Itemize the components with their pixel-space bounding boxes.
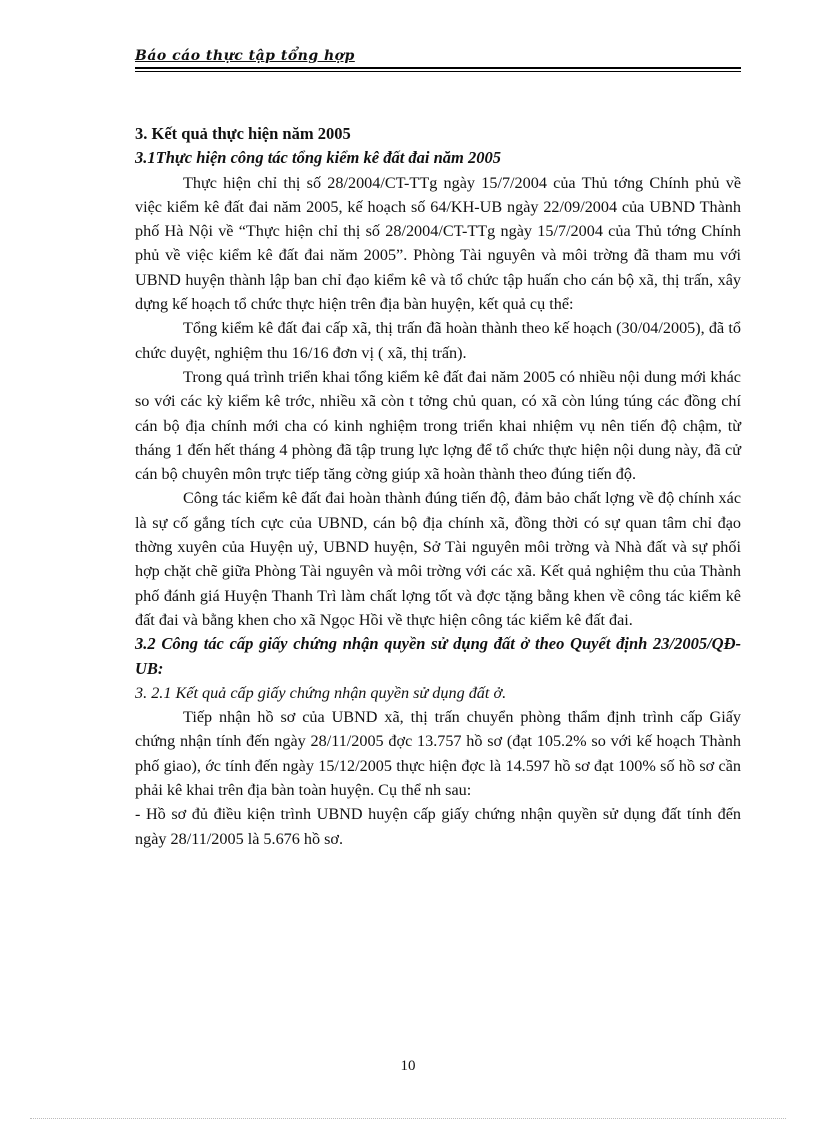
page-header	[135, 47, 741, 65]
page-bottom-border	[30, 1118, 786, 1119]
section-3-1-heading: 3.1Thực hiện công tác tổng kiểm kê đất đai năm 2005	[135, 148, 502, 168]
header-rule-thick	[135, 67, 741, 69]
paragraph-2: Tổng kiểm kê đất đai cấp xã, thị trấn đã hoàn thành theo kế hoạch (30/04/2005), đã tổ chức duyệt, nghiệm thu 16/16 đơn vị ( xã, thị trấn).	[135, 319, 741, 362]
paragraph-3: Trong quá trình triển khai tổng kiểm kê đất đai năm 2005 có nhiều nội dung mới khác so với các kỳ kiểm kê trớc, nhiều xã còn t tởng chủ quan, có xã còn lúng túng các đồng chí cán bộ địa chính mới cha có kinh nghiệm trong triển khai nhiệm vụ nên tiến độ chậm, từ tháng 1 đến hết tháng 4 phòng đã tập trung lực lợng để tổ chức thực hiện nội dung này, đã cử cán bộ chuyên môn trực tiếp tăng cờng giúp xã hoàn thành theo đúng tiến độ.	[135, 367, 741, 484]
header-rule-thin	[135, 71, 741, 72]
section-3-2-1-heading: 3. 2.1 Kết quả cấp giấy chứng nhận quyền sử dụng đất ở.	[135, 683, 507, 702]
paragraph-4: Công tác kiểm kê đất đai hoàn thành đúng tiến độ, đảm bảo chất lợng về độ chính xác là sự cố gắng tích cực của UBND, cán bộ địa chính xã, đồng thời có sự quan tâm chỉ đạo thờng xuyên của Huyện uỷ, UBND huyện, Sở Tài nguyên môi trờng và Nhà đất và sự phối hợp chặt chẽ giữa Phòng Tài nguyên và môi trờng với các xã. Kết quả nghiệm thu của Thành phố đánh giá Huyện Thanh Trì làm chất lợng tốt và đợc tặng bằng khen về công tác kiểm kê đất đai và bằng khen cho xã Ngọc Hồi về thực hiện công tác kiểm kê đất đai.	[135, 489, 741, 629]
section-3-2-heading: 3.2 Công tác cấp giấy chứng nhận quyền sử dụng đất ở theo Quyết định 23/2005/QĐ-UB:	[135, 634, 741, 678]
document-body	[135, 120, 741, 851]
header-title: Báo cáo thực tập tổng hợp	[135, 48, 355, 64]
paragraph-1: Thực hiện chỉ thị số 28/2004/CT-TTg ngày 15/7/2004 của Thủ tớng Chính phủ về việc kiểm kê đất đai năm 2005, kế hoạch số 64/KH-UB ngày 22/09/2004 của UBND Thành phố Hà Nội về “Thực hiện chỉ thị số 28/2004/CT-TTg ngày 15/7/2004 của Thủ tớng Chính phủ về việc kiểm kê đất đai năm 2005”. Phòng Tài nguyên và môi trờng đã tham mu với UBND huyện thành lập ban chỉ đạo kiểm kê và tổ chức tập huấn cho cán bộ xã, thị trấn, xây dựng kế hoạch tổ chức thực hiện trên địa bàn huyện, kết quả cụ thể:	[135, 173, 741, 314]
paragraph-6: - Hồ sơ đủ điều kiện trình UBND huyện cấp giấy chứng nhận quyền sử dụng đất tính đến ngày 28/11/2005 là 5.676 hồ sơ.	[135, 805, 741, 848]
page-number: 10	[400, 1058, 416, 1074]
section-3-heading: 3. Kết quả thực hiện năm 2005	[135, 124, 351, 143]
paragraph-5: Tiếp nhận hồ sơ của UBND xã, thị trấn chuyển phòng thẩm định trình cấp Giấy chứng nhận tính đến ngày 28/11/2005 đợc 13.757 hồ sơ (đạt 105.2% so với kế hoạch Thành phố giao), ớc tính đến ngày 15/12/2005 thực hiện đợc là 14.597 hồ sơ đạt 100% số hồ sơ cần phải kê khai trên địa bàn toàn huyện. Cụ thể nh sau:	[135, 708, 741, 800]
